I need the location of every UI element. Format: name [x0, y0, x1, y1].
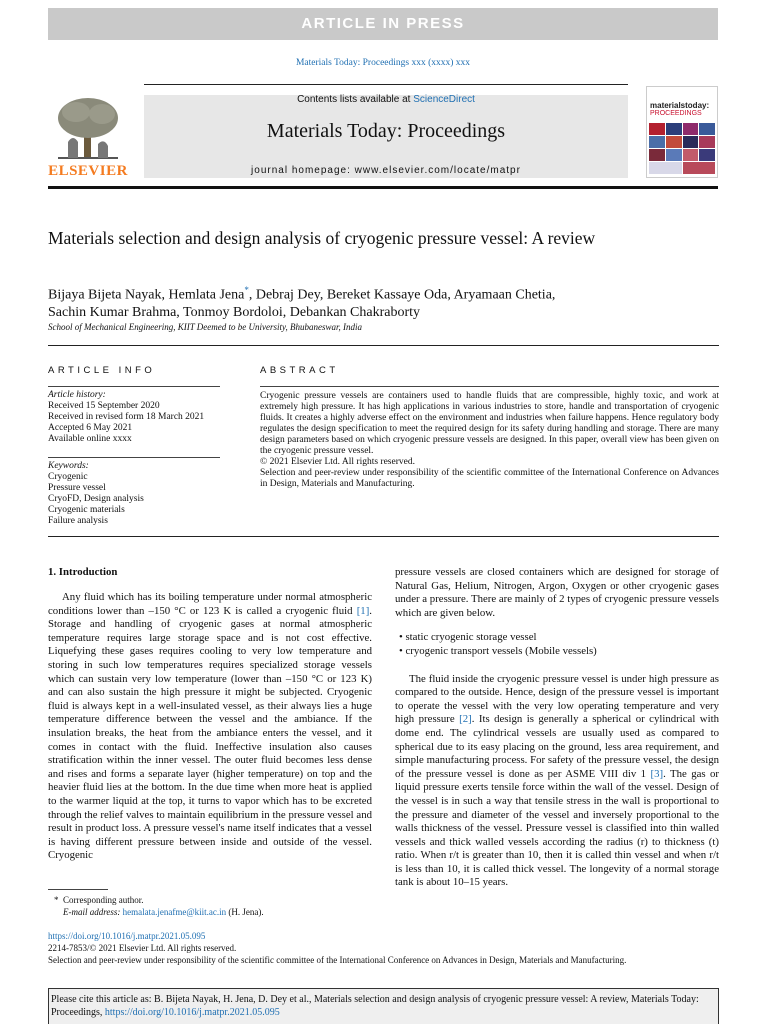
contents-prefix: Contents lists available at — [297, 94, 414, 105]
journal-citation-link[interactable]: Materials Today: Proceedings xxx (xxxx) xxx — [295, 58, 471, 68]
abstract-text: Cryogenic pressure vessels are containers used to handle fluids that are compressible, highly toxic, and work at extremely high pressure. It has high applications in various industries to store, handle and transportation of cryogenic fluids. It creates a highly adverse effect on the environment and industries when failure happens. Hence regulatory body regulates the design specification to meet the required design for its safety during handling and storage. There are many design parameters based on which cryogenic pressure vessels are designed. In this paper, overall view has been given on the cryogenic pressure vessel. — [260, 391, 719, 456]
journal-homepage[interactable]: journal homepage: www.elsevier.com/locate/matpr — [251, 165, 521, 176]
author-list — [48, 282, 668, 321]
keywords-list — [48, 461, 223, 527]
intro-text-a: Any fluid which has its boiling temperature under normal atmospheric conditions lower than –150 °C or 123 K is called a cryogenic fluid — [48, 591, 372, 617]
affiliation: School of Mechanical Engineering, KIIT Deemed to be University, Bhubaneswar, India — [48, 322, 363, 332]
elsevier-wordmark: ELSEVIER — [48, 163, 128, 179]
peer-review-line: Selection and peer-review under responsibility of the scientific committee of the International Conference on Advances in Design, Materials and Manufacturing. — [48, 955, 627, 965]
intro-heading: 1. Introduction — [48, 566, 118, 578]
intro-text-b: . Storage and handling of cryogenic gases at normal atmospheric temperature requires large storage space and is not cost effective. Liquefying these gases requires cooling to very low temperature and storing in such low temperatures requires specialized storage vessels which can sustain very low temperature (lower than –150 °C or 123 K) and can also sustain the high pressure it might be subjected. Cryogenic fluid is always kept in a well-insulated vessel, as their always lies a huge temperature difference between the vessel and the ambiance. If the insulation breaks, the heat from the ambiance enters the vessel, and it comes in contact with the fluid. Ineffective insulation also causes stratification within the inner vessel. The outer fluid becomes less dense and rises and forms a separate layer (higher temperature) on top and the heavier fluid lies at the bottom. In the due time when more heat is applied to the warmer liquid at the top, it turns to vapor which has to be excreted through the relief valves to maintain equilibrium in the pressure vessel and result in product loss. A pressure vessel's name itself indicates that a vessel is having different pressure between inside and outside of the vessel. Cryogenic — [48, 604, 372, 862]
reference-1-link[interactable]: [1] — [356, 604, 370, 617]
corresponding-author-note — [54, 894, 374, 906]
history-item: Received 15 September 2020 — [48, 401, 160, 411]
email-note — [54, 906, 374, 918]
info-top-rule — [48, 345, 719, 346]
doi-link[interactable]: https://doi.org/10.1016/j.matpr.2021.05.095 — [48, 931, 206, 941]
contents-line — [144, 94, 628, 105]
keyword: Cryogenic materials — [48, 505, 125, 515]
email-link[interactable]: hemalata.jenafme@kiit.ac.in — [122, 907, 227, 917]
bullet-text: static cryogenic storage vessel — [405, 631, 537, 644]
abstract-copyright: © 2021 Elsevier Ltd. All rights reserved. — [260, 457, 415, 467]
masthead-bottom-rule — [48, 186, 718, 189]
history-item: Accepted 6 May 2021 — [48, 423, 133, 433]
article-title: Materials selection and design analysis of cryogenic pressure vessel: A review — [48, 228, 596, 248]
keyword: CryoFD, Design analysis — [48, 494, 144, 504]
history-item: Available online xxxx — [48, 434, 132, 444]
corresponding-text: Corresponding author. — [63, 895, 144, 905]
reference-2-link[interactable]: [2] — [459, 713, 472, 726]
right-paragraph-1: pressure vessels are closed containers which are designed for storage of Natural Gas, Helium, Nitrogen, Argon, Oxygen or other cryogenic gases under a pressure. There are mainly of 2 types of cryogenic pressure vessels which are given below. — [395, 566, 719, 619]
list-item: • cryogenic transport vessels (Mobile vessels) — [399, 644, 597, 657]
bullet-text: cryogenic transport vessels (Mobile vessels) — [405, 644, 597, 657]
history-item: Received in revised form 18 March 2021 — [48, 412, 205, 422]
article-history — [48, 390, 223, 445]
journal-cover-thumbnail[interactable] — [646, 86, 718, 178]
right-text-a: The fluid inside the cryogenic pressure vessel is under high pressure as compared to the outside. Hence, design of the pressure vessel is important to operate the vessel with the very low operating temperature and very high pressure — [395, 672, 719, 726]
corresponding-author-mark[interactable]: * — [244, 285, 249, 295]
abstract-rule — [260, 386, 719, 387]
doi-block — [48, 930, 719, 966]
footnote — [54, 894, 374, 918]
authors-line-2: Sachin Kumar Brahma, Tonmoy Bordoloi, Debankan Chakraborty — [48, 304, 421, 320]
cite-doi-link[interactable]: https://doi.org/10.1016/j.matpr.2021.05.095 — [104, 1007, 280, 1018]
sciencedirect-link[interactable]: ScienceDirect — [413, 94, 475, 105]
right-text-b: . Its design is generally a spherical or cylindrical with dome end. The cylindrical vessels are usually used as compared to spherical due to its easy placing on the ground, less area requirement, and simple manufacturing process. For safety of the pressure vessel, the design of the pressure vessel is done as per ASME VIII div 1 — [395, 713, 719, 780]
abstract-peer-review: Selection and peer-review under responsibility of the scientific committee of the International Conference on Advances in Design, Materials and Manufacturing. — [260, 468, 719, 489]
right-paragraph-2 — [395, 673, 719, 891]
journal-name: Materials Today: Proceedings — [266, 120, 506, 142]
email-suffix: (H. Jena). — [228, 907, 264, 917]
reference-3-link[interactable]: [3] — [650, 767, 664, 780]
authors-part-a: Bijaya Bijeta Nayak, Hemlata Jena — [48, 287, 245, 303]
cover-title: materialstoday: — [650, 101, 710, 110]
keyword: Cryogenic — [48, 472, 88, 482]
abstract-body — [260, 391, 719, 490]
cite-text: Please cite this article as: B. Bijeta Nayak, H. Jena, D. Dey et al., Materials selection and design analysis of cryogenic pressure vessel: A review, Materials Today: Proceedings, — [51, 994, 699, 1018]
issn-line: 2214-7853/© 2021 Elsevier Ltd. All rights reserved. — [48, 943, 237, 953]
keywords-rule — [48, 457, 220, 458]
email-label: E-mail address: — [63, 907, 121, 917]
cover-mosaic — [649, 123, 715, 175]
right-text-c: . The gas or liquid pressure exerts tensile force within the wall of the vessel. Design of the vessel is in such a way that tensile stress in the wall is proportional to the pressure and diameter of the vessel and inversely proportional to the walls thickness of the vessel. Pressure vessel is classified into thin walled vessels and thick walled vessels according the radius (r) to thickness (t) ratio. When r/t is greater than 10, then it is called thin vessel and when r/t is less than 10, it is called thick vessel. The longevity of a normal storage tank is about 10–15 years. — [395, 767, 719, 889]
authors-part-b: , Debraj Dey, Bereket Kassaye Oda, Aryamaan Chetia, — [248, 287, 556, 303]
keyword: Failure analysis — [48, 516, 108, 526]
keyword: Pressure vessel — [48, 483, 106, 493]
list-item: • static cryogenic storage vessel — [399, 631, 537, 644]
abstract-bottom-rule — [48, 536, 719, 537]
intro-paragraph-1 — [48, 591, 372, 863]
article-in-press-banner: ARTICLE IN PRESS — [48, 8, 718, 40]
cite-this-article-box — [48, 988, 719, 1024]
article-info-heading: ARTICLE INFO — [48, 365, 156, 376]
left-column — [48, 566, 372, 863]
footnote-mark: * — [54, 895, 59, 905]
history-label: Article history: — [48, 390, 106, 400]
footnote-rule — [48, 889, 108, 890]
right-column — [395, 566, 719, 890]
article-info-rule — [48, 386, 220, 387]
keywords-label: Keywords: — [48, 461, 89, 471]
abstract-heading: ABSTRACT — [260, 365, 339, 376]
header-divider — [144, 84, 628, 85]
cover-subtitle: PROCEEDINGS — [650, 110, 702, 117]
vessel-types-list — [399, 631, 719, 658]
